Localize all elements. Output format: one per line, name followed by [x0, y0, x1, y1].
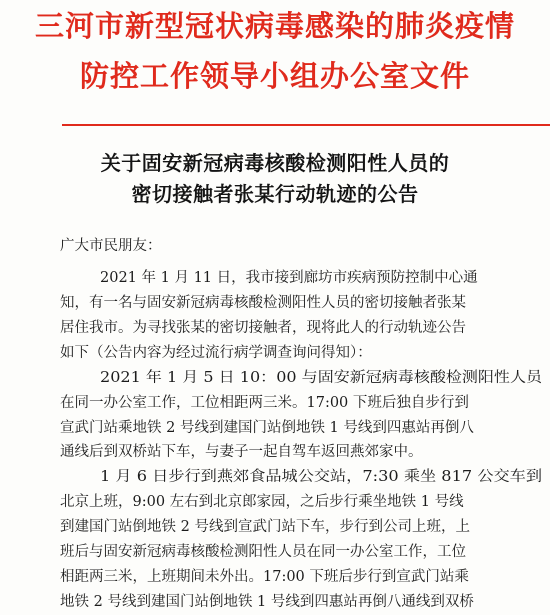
header-title-line-1: 三河市新型冠状病毒感染的肺炎疫情: [34, 9, 515, 43]
paragraph-line: 北京上班，9:00 左右到北京郎家园，之后步行乘坐地铁 1 号线: [60, 494, 464, 510]
notice-title-line-2: 密切接触者张某行动轨迹的公告: [131, 182, 419, 206]
paragraph-line: 班后与固安新冠病毒核酸检测阳性人员在同一办公室工作，工位: [60, 544, 466, 560]
paragraph-line: 如下（公告内容为经过流行病学调查询问得知）：: [60, 345, 372, 361]
paragraph-line: 居住我市。为寻找张某的密切接触者，现将此人的行动轨迹公告: [60, 320, 466, 336]
paragraph-line: 知，有一名与固安新冠病毒核酸检测阳性人员的密切接触者张某: [60, 295, 466, 311]
paragraph-line: 通线后到双桥站下车，与妻子一起自驾车返回燕郊家中。: [60, 444, 423, 460]
paragraph-line: 1 月 6 日步行到燕郊食品城公交站，7:30 乘坐 817 公交车到: [100, 469, 542, 485]
salutation: 广大市民朋友：: [60, 238, 162, 254]
paragraph-line: 2021 年 1 月 11 日，我市接到廊坊市疾病预防控制中心通: [100, 270, 478, 286]
paragraph-line: 到建国门站倒地铁 2 号线到宣武门站下车，步行到公司上班，上: [60, 519, 470, 535]
paragraph-line: 2021 年 1 月 5 日 10：00 与固安新冠病毒核酸检测阳性人员: [100, 370, 542, 386]
notice-title-line-1: 关于固安新冠病毒核酸检测阳性人员的: [100, 151, 450, 175]
paragraph-line: 相距两三米，上班期间未外出。17:00 下班后步行到宣武门站乘: [60, 569, 469, 585]
paragraph-line: 宣武门站乘地铁 2 号线到建国门站倒地铁 1 号线到四惠站再倒八: [60, 420, 474, 436]
paragraph-line: 地铁 2 号线到建国门站倒地铁 1 号线到四惠站再倒八通线到双桥: [60, 594, 474, 610]
paragraph-line: 在同一办公室工作，工位相距两三米。17:00 下班后独自步行到: [60, 395, 469, 411]
red-divider-rule: [62, 124, 550, 126]
header-title-line-2: 防控工作领导小组办公室文件: [79, 59, 470, 93]
